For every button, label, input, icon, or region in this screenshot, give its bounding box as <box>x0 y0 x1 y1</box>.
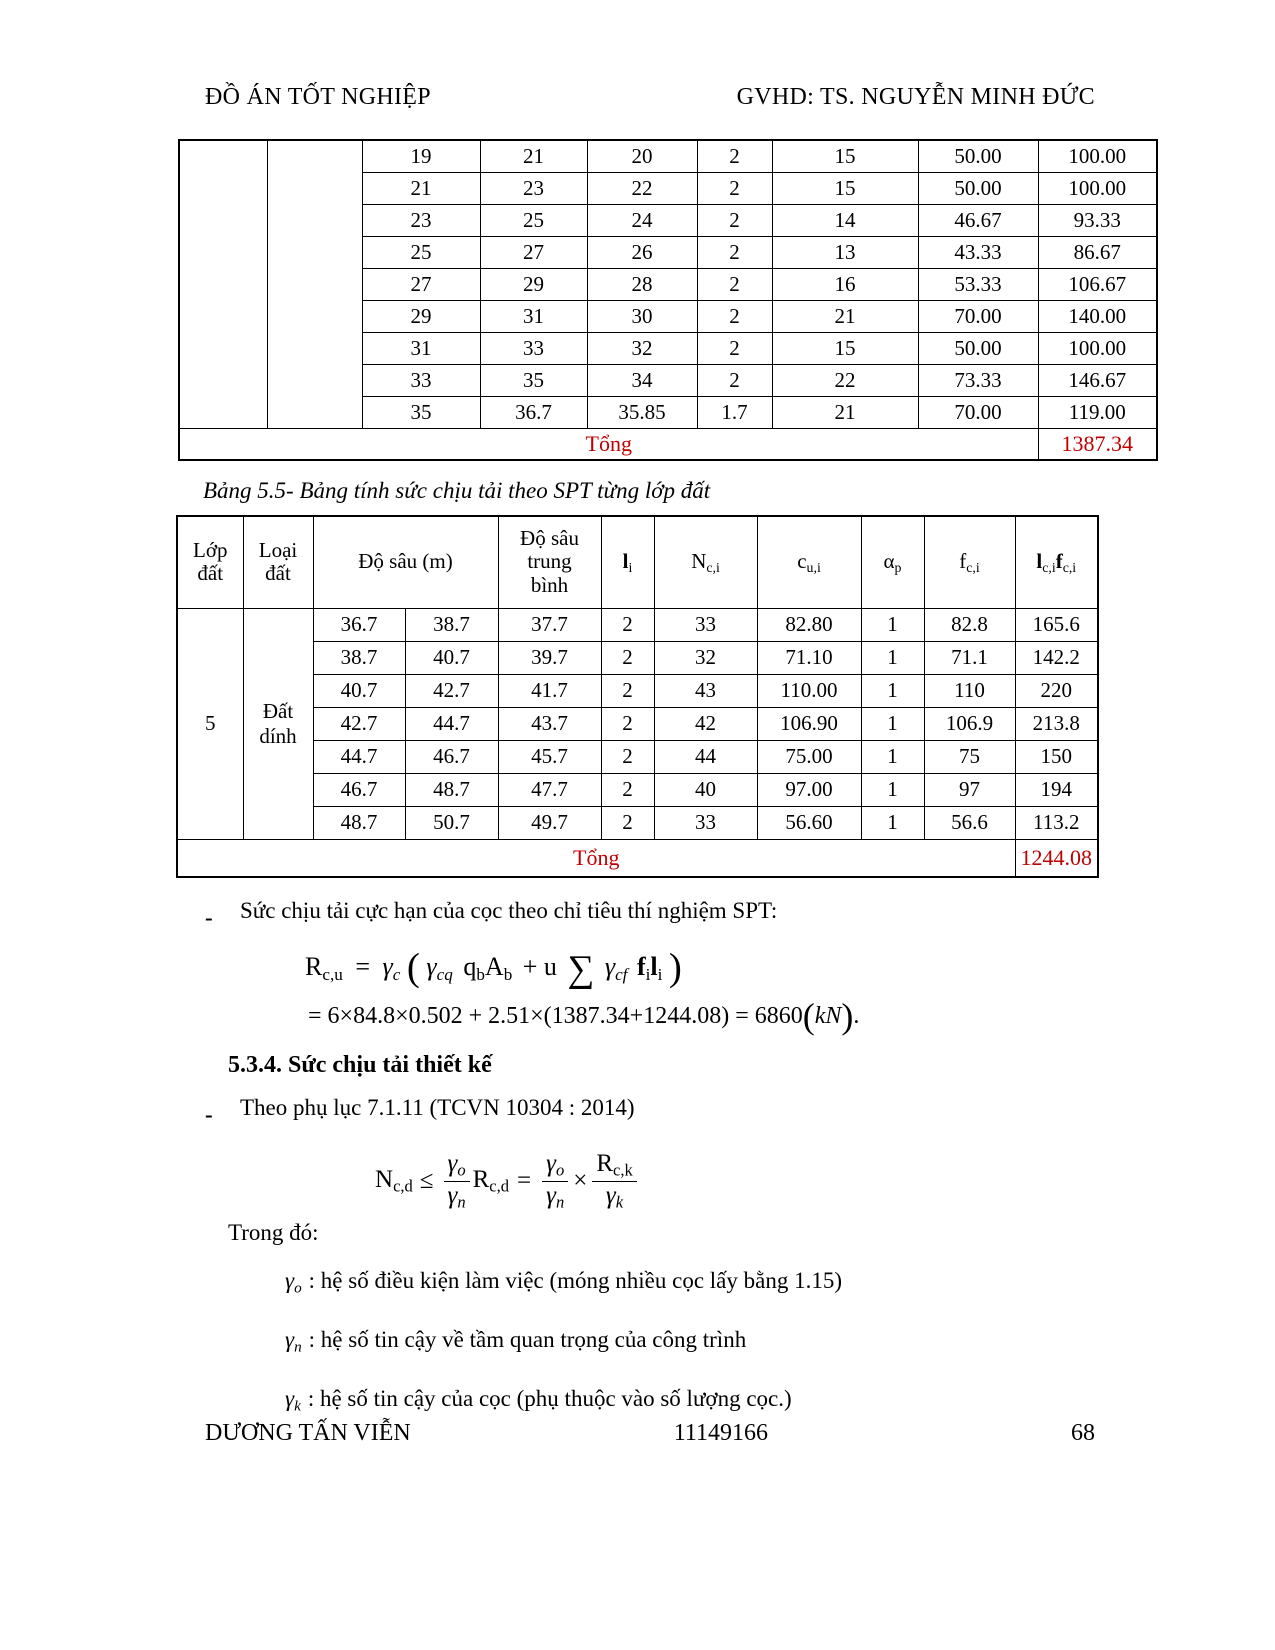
table-cell: 49.7 <box>498 806 601 839</box>
table-cell: 73.33 <box>918 364 1038 396</box>
formula2-end: . <box>853 1002 860 1029</box>
table-cell: 75 <box>924 740 1015 773</box>
table-bang-5-4-continued <box>178 139 1158 461</box>
table-cell: 2 <box>697 172 772 204</box>
table-cell: 26 <box>587 236 697 268</box>
table-cell: 70.00 <box>918 396 1038 428</box>
table-cell: 53.33 <box>918 268 1038 300</box>
table-cell: 28 <box>587 268 697 300</box>
table-cell: 37.7 <box>498 608 601 641</box>
table-cell: 146.67 <box>1038 364 1157 396</box>
table-cell: 142.2 <box>1015 641 1098 674</box>
table-cell: 46.7 <box>405 740 498 773</box>
table-cell: 165.6 <box>1015 608 1098 641</box>
table-cell: 20 <box>587 140 697 172</box>
table-cell: 2 <box>697 300 772 332</box>
table-cell: 43.7 <box>498 707 601 740</box>
table-cell: 33 <box>362 364 480 396</box>
table-cell: 1 <box>861 674 924 707</box>
table-cell: 97 <box>924 773 1015 806</box>
table-cell: 220 <box>1015 674 1098 707</box>
gamma-n-symbol: $\gamma_n$ <box>285 1327 302 1356</box>
table-cell: 100.00 <box>1038 172 1157 204</box>
merged-soil-cell <box>267 140 362 428</box>
table-cell: 41.7 <box>498 674 601 707</box>
th-lop-dat: Lớp đất <box>177 516 243 608</box>
table-cell: 33 <box>654 608 757 641</box>
table-cell: 27 <box>480 236 587 268</box>
cell-lop-dat: 5 <box>177 608 243 839</box>
table-cell: 100.00 <box>1038 332 1157 364</box>
table-cell: 39.7 <box>498 641 601 674</box>
table-cell: 1 <box>861 806 924 839</box>
table-cell: 40.7 <box>405 641 498 674</box>
table-cell: 50.7 <box>405 806 498 839</box>
definition-gamma-n <box>285 1327 746 1356</box>
formula-ncd: $N_{c,d}$ ≤ $\frac{\gamma_o}{\gamma_n}$ $R_{c,d}$ = $\frac{\gamma_o}{\gamma_n}$ × $\frac{R_{c,k}}{\gamma_k}$ <box>375 1150 640 1212</box>
th-lcifci: $l_{c,i}f_{c,i}$ <box>1015 516 1098 608</box>
table-cell: 1.7 <box>697 396 772 428</box>
table-cell: 47.7 <box>498 773 601 806</box>
table-cell: 21 <box>480 140 587 172</box>
table-cell: 25 <box>480 204 587 236</box>
total-label: Tổng <box>177 839 1015 877</box>
table-cell: 56.6 <box>924 806 1015 839</box>
table-cell: 2 <box>601 674 654 707</box>
table-cell: 29 <box>480 268 587 300</box>
cell-loai-dat: Đất dính <box>243 608 313 839</box>
definition-gamma-o <box>285 1268 842 1297</box>
table-cell: 46.67 <box>918 204 1038 236</box>
table-cell: 2 <box>601 641 654 674</box>
formula2-unit: kN <box>814 1002 842 1029</box>
table-cell: 119.00 <box>1038 396 1157 428</box>
table-cell: 1 <box>861 707 924 740</box>
trong-do-label: Trong đó: <box>228 1220 319 1245</box>
table-cell: 43.33 <box>918 236 1038 268</box>
gamma-o-text: : hệ số điều kiện làm việc (móng nhiều cọc lấy bằng 1.15) <box>308 1268 842 1293</box>
table-row <box>177 707 1098 740</box>
gamma-n-text: : hệ số tin cậy về tầm quan trọng của công trình <box>308 1327 747 1352</box>
total-value: 1244.08 <box>1015 839 1098 877</box>
merged-layer-cell <box>179 140 267 428</box>
table-cell: 45.7 <box>498 740 601 773</box>
table-bang-5-5 <box>176 515 1099 878</box>
table-header-row <box>177 516 1098 608</box>
heading-5-3-4: 5.3.4. Sức chịu tải thiết kế <box>228 1052 492 1078</box>
th-do-sau: Độ sâu (m) <box>313 516 498 608</box>
table-cell: 1 <box>861 641 924 674</box>
table-cell: 1 <box>861 608 924 641</box>
table-cell: 19 <box>362 140 480 172</box>
table-cell: 13 <box>772 236 918 268</box>
table-cell: 27 <box>362 268 480 300</box>
table-cell: 71.1 <box>924 641 1015 674</box>
table-cell: 2 <box>697 236 772 268</box>
table-cell: 2 <box>697 332 772 364</box>
table-cell: 15 <box>772 140 918 172</box>
table-row <box>177 674 1098 707</box>
table-cell: 30 <box>587 300 697 332</box>
table-cell: 194 <box>1015 773 1098 806</box>
gamma-k-symbol: $\gamma_k$ <box>285 1386 301 1415</box>
table-cell: 29 <box>362 300 480 332</box>
total-value: 1387.34 <box>1038 428 1157 460</box>
table-cell: 21 <box>772 396 918 428</box>
table-cell: 23 <box>362 204 480 236</box>
table-cell: 106.9 <box>924 707 1015 740</box>
table-cell: 2 <box>601 806 654 839</box>
table-cell: 140.00 <box>1038 300 1157 332</box>
table-cell: 31 <box>480 300 587 332</box>
table-cell: 2 <box>697 364 772 396</box>
table-total-row <box>179 428 1157 460</box>
table-cell: 110.00 <box>757 674 861 707</box>
table-cell: 34 <box>587 364 697 396</box>
gamma-k-text: : hệ số tin cậy của cọc (phụ thuộc vào số lượng cọc.) <box>307 1386 792 1411</box>
th-do-sau-trung-binh: Độ sâu trung bình <box>498 516 601 608</box>
definition-gamma-k <box>285 1386 792 1415</box>
footer-author: DƯƠNG TẤN VIỄN <box>205 1420 411 1446</box>
table-cell: 93.33 <box>1038 204 1157 236</box>
table-cell: 48.7 <box>313 806 405 839</box>
table-cell: 14 <box>772 204 918 236</box>
table-cell: 21 <box>772 300 918 332</box>
table-cell: 38.7 <box>313 641 405 674</box>
table-row <box>179 140 1157 172</box>
table-cell: 48.7 <box>405 773 498 806</box>
running-header <box>205 84 1095 111</box>
table-cell: 2 <box>601 773 654 806</box>
th-fci: $f_{c,i}$ <box>924 516 1015 608</box>
table-cell: 2 <box>601 608 654 641</box>
table-cell: 32 <box>587 332 697 364</box>
table-cell: 2 <box>601 740 654 773</box>
table-total-row <box>177 839 1098 877</box>
header-right-text: GVHD: TS. NGUYỄN MINH ĐỨC <box>736 84 1095 110</box>
table-cell: 38.7 <box>405 608 498 641</box>
table-row <box>177 641 1098 674</box>
table-cell: 44.7 <box>313 740 405 773</box>
table-cell: 15 <box>772 172 918 204</box>
table-cell: 56.60 <box>757 806 861 839</box>
footer-student-id: 11149166 <box>673 1420 768 1446</box>
table-cell: 40 <box>654 773 757 806</box>
th-cui: $c_{u,i}$ <box>757 516 861 608</box>
table-cell: 33 <box>654 806 757 839</box>
table-cell: 35.85 <box>587 396 697 428</box>
table-cell: 82.80 <box>757 608 861 641</box>
table-cell: 110 <box>924 674 1015 707</box>
table-cell: 22 <box>587 172 697 204</box>
formula2-text: = 6×84.8×0.502 + 2.51×(1387.34+1244.08) = 6860 <box>308 1002 803 1029</box>
table-cell: 46.7 <box>313 773 405 806</box>
table-cell: 50.00 <box>918 172 1038 204</box>
table-cell: 33 <box>480 332 587 364</box>
table-cell: 44.7 <box>405 707 498 740</box>
table-cell: 75.00 <box>757 740 861 773</box>
table-cell: 24 <box>587 204 697 236</box>
table-cell: 86.67 <box>1038 236 1157 268</box>
gamma-o-symbol: $\gamma_o$ <box>285 1268 302 1297</box>
table-cell: 71.10 <box>757 641 861 674</box>
table-cell: 150 <box>1015 740 1098 773</box>
table-row <box>177 740 1098 773</box>
table-cell: 15 <box>772 332 918 364</box>
table-row <box>177 608 1098 641</box>
table-cell: 97.00 <box>757 773 861 806</box>
table-cell: 35 <box>480 364 587 396</box>
table-cell: 16 <box>772 268 918 300</box>
table-cell: 100.00 <box>1038 140 1157 172</box>
table-cell: 2 <box>697 268 772 300</box>
table-cell: 44 <box>654 740 757 773</box>
formula-rcu: $R_{c,u} = \gamma_c$ ( $\gamma_{cq}$ $q_bA_b + u$ ∑ $\gamma_{cf}$ $f_il_i$ ) <box>305 946 682 991</box>
table-cell: 23 <box>480 172 587 204</box>
bullet-text-2: Theo phụ lục 7.1.11 (TCVN 10304 : 2014) <box>240 1095 635 1120</box>
table-cell: 113.2 <box>1015 806 1098 839</box>
table-cell: 35 <box>362 396 480 428</box>
total-label: Tổng <box>179 428 1038 460</box>
table-cell: 213.8 <box>1015 707 1098 740</box>
table-cell: 50.00 <box>918 332 1038 364</box>
table-row <box>177 806 1098 839</box>
th-alpha-p: $\alpha_p$ <box>861 516 924 608</box>
table-cell: 1 <box>861 740 924 773</box>
footer-page-number: 68 <box>1070 1420 1095 1446</box>
table-cell: 25 <box>362 236 480 268</box>
page-footer <box>205 1420 1095 1447</box>
table-cell: 106.67 <box>1038 268 1157 300</box>
table-cell: 36.7 <box>480 396 587 428</box>
table-cell: 32 <box>654 641 757 674</box>
th-li: $l_i$ <box>601 516 654 608</box>
table-cell: 40.7 <box>313 674 405 707</box>
bullet-text-1: Sức chịu tải cực hạn của cọc theo chỉ tiêu thí nghiệm SPT: <box>240 898 778 923</box>
table-cell: 2 <box>697 204 772 236</box>
table-cell: 22 <box>772 364 918 396</box>
formula-rcu-numeric: = 6×84.8×0.502 + 2.51×(1387.34+1244.08) = 6860(kN). <box>308 996 860 1036</box>
table-cell: 42.7 <box>405 674 498 707</box>
table-cell: 21 <box>362 172 480 204</box>
th-loai-dat: Loại đất <box>243 516 313 608</box>
table-cell: 42 <box>654 707 757 740</box>
table-cell: 36.7 <box>313 608 405 641</box>
th-nci: $N_{c,i}$ <box>654 516 757 608</box>
table-cell: 2 <box>601 707 654 740</box>
table-cell: 43 <box>654 674 757 707</box>
table-cell: 50.00 <box>918 140 1038 172</box>
table-cell: 2 <box>697 140 772 172</box>
bullet-dash-2: - <box>205 1102 213 1127</box>
header-left-text: ĐỒ ÁN TỐT NGHIỆP <box>205 84 431 110</box>
table-cell: 31 <box>362 332 480 364</box>
table-caption-5-5: Bảng 5.5- Bảng tính sức chịu tải theo SPT từng lớp đất <box>203 478 711 503</box>
table-cell: 106.90 <box>757 707 861 740</box>
table-cell: 1 <box>861 773 924 806</box>
table-cell: 42.7 <box>313 707 405 740</box>
table-cell: 82.8 <box>924 608 1015 641</box>
table-row <box>177 773 1098 806</box>
table-cell: 70.00 <box>918 300 1038 332</box>
bullet-dash-1: - <box>205 905 213 930</box>
